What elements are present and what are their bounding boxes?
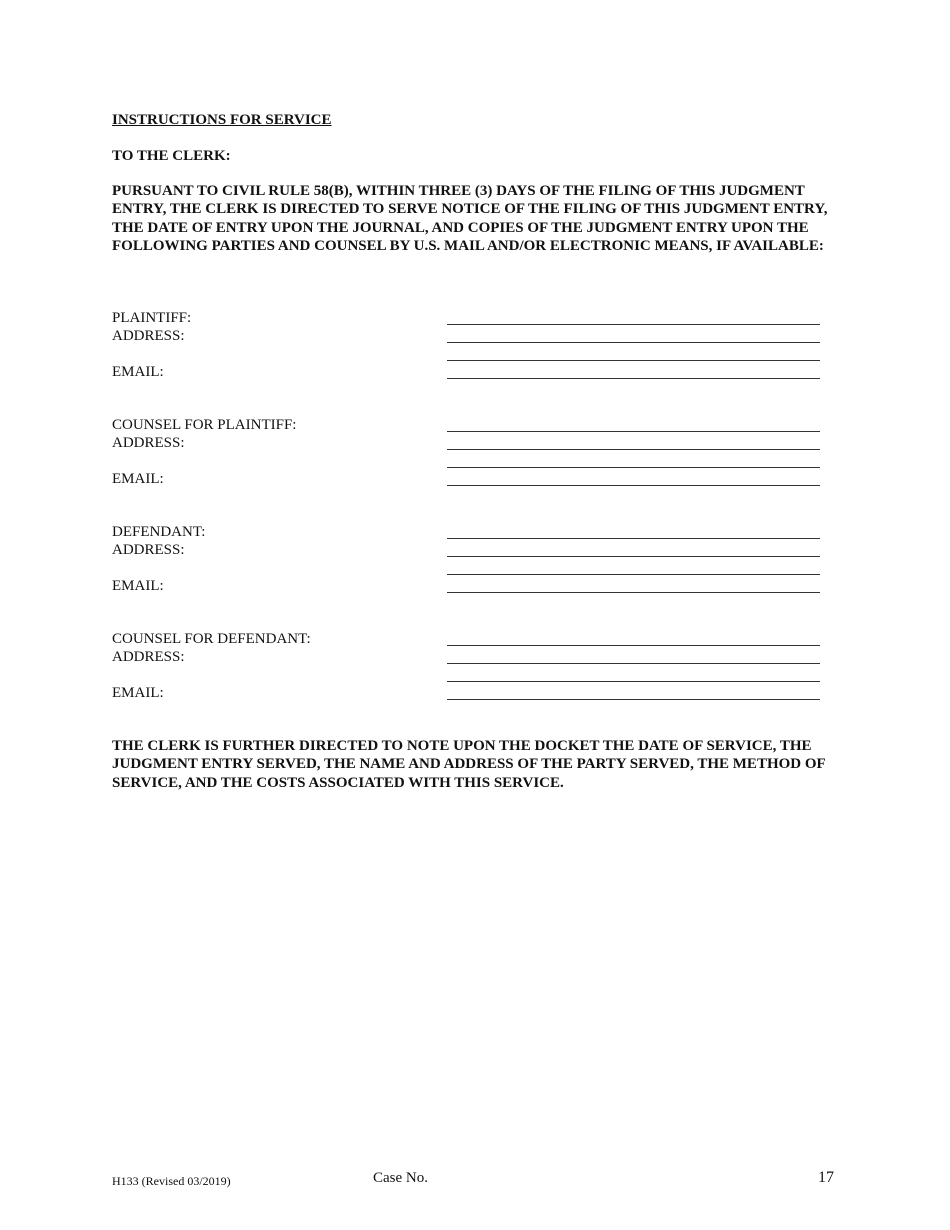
party-name-line[interactable]	[447, 431, 820, 432]
party-name-line[interactable]	[447, 645, 820, 646]
email-line[interactable]	[447, 592, 820, 593]
party-label: COUNSEL FOR PLAINTIFF:	[112, 417, 297, 433]
address-label: ADDRESS:	[112, 649, 185, 665]
closing-paragraph: THE CLERK IS FURTHER DIRECTED TO NOTE UPON THE DOCKET THE DATE OF SERVICE, THE JUDGMENT ENTRY SERVED, THE NAME AND ADDRESS OF THE PARTY SERVED, THE METHOD OF SERVICE, AND THE COSTS ASSOCIATED WITH THIS SERVICE.	[112, 738, 826, 791]
address-line-2[interactable]	[447, 574, 820, 575]
email-line[interactable]	[447, 699, 820, 700]
party-name-line[interactable]	[447, 324, 820, 325]
address-line-2[interactable]	[447, 467, 820, 468]
address-line-1[interactable]	[447, 449, 820, 450]
counsel-for-defendant-block	[112, 630, 822, 720]
form-number: H133 (Revised 03/2019)	[112, 1174, 231, 1188]
email-label: EMAIL:	[112, 364, 164, 380]
email-line[interactable]	[447, 485, 820, 486]
page-title: INSTRUCTIONS FOR SERVICE	[112, 112, 332, 128]
case-number-label: Case No.	[373, 1170, 428, 1186]
email-line[interactable]	[447, 378, 820, 379]
counsel-for-plaintiff-block	[112, 416, 822, 506]
email-label: EMAIL:	[112, 471, 164, 487]
email-label: EMAIL:	[112, 685, 164, 701]
party-label: PLAINTIFF:	[112, 310, 192, 326]
email-label: EMAIL:	[112, 578, 164, 594]
party-label: DEFENDANT:	[112, 524, 206, 540]
address-line-1[interactable]	[447, 556, 820, 557]
address-line-1[interactable]	[447, 342, 820, 343]
address-line-2[interactable]	[447, 360, 820, 361]
address-label: ADDRESS:	[112, 328, 185, 344]
party-label: COUNSEL FOR DEFENDANT:	[112, 631, 311, 647]
address-label: ADDRESS:	[112, 542, 185, 558]
address-line-1[interactable]	[447, 663, 820, 664]
defendant-block	[112, 523, 822, 613]
page-number: 17	[818, 1169, 834, 1186]
addressee-line: TO THE CLERK:	[112, 148, 231, 164]
address-line-2[interactable]	[447, 681, 820, 682]
instruction-paragraph: PURSUANT TO CIVIL RULE 58(B), WITHIN THREE (3) DAYS OF THE FILING OF THIS JUDGMENT ENTRY, THE CLERK IS DIRECTED TO SERVE NOTICE OF THE FILING OF THIS JUDGMENT ENTRY, THE DATE OF ENTRY UPON THE JOURNAL, AND COPIES OF THE JUDGMENT ENTRY UPON THE FOLLOWING PARTIES AND COUNSEL BY U.S. MAIL AND/OR ELECTRONIC MEANS, IF AVAILABLE:	[112, 183, 828, 254]
address-label: ADDRESS:	[112, 435, 185, 451]
plaintiff-block	[112, 309, 822, 399]
party-name-line[interactable]	[447, 538, 820, 539]
